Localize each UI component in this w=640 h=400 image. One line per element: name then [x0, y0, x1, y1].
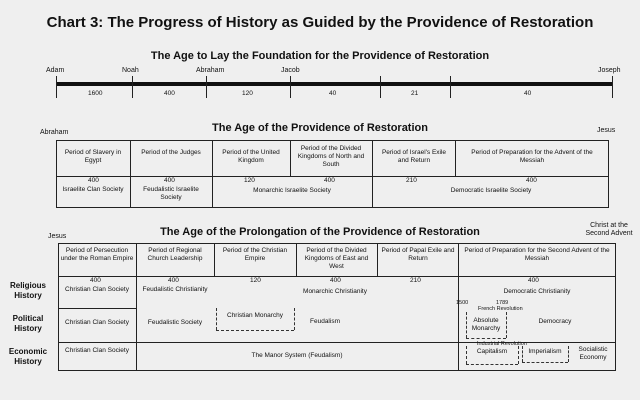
row-label-economic: Economic History: [8, 347, 48, 366]
religious-monarchic: Monarchic Christianity: [303, 288, 367, 295]
period-regional-church: Period of Regional Church Leadership: [147, 247, 203, 262]
religious-democratic: Democratic Christianity: [503, 288, 571, 295]
period-judges: Period of the Judges: [141, 149, 201, 156]
industrial-revolution-label: Industrial Revolution: [477, 341, 527, 347]
political-clan: Christian Clan Society: [65, 319, 129, 326]
section-3-title: The Age of the Prolongation of the Providence of Restoration: [160, 226, 480, 238]
economic-imperialism: Imperialism: [528, 348, 562, 355]
political-feudalistic: Feudalistic Society: [147, 319, 203, 326]
economic-capitalism: Capitalism: [476, 348, 508, 355]
society-democratic: Democratic Israelite Society: [450, 187, 532, 194]
dashed-box: [466, 364, 518, 365]
political-christian-monarchy: Christian Monarchy: [227, 312, 283, 319]
point-abraham-2: Abraham: [40, 129, 69, 136]
dashed-box: [466, 338, 506, 339]
divider: [130, 140, 131, 176]
timeline-bar: [56, 82, 612, 86]
period-slavery: Period of Slavery in Egypt: [64, 149, 122, 164]
tick: [612, 76, 613, 98]
point-joseph: Joseph: [598, 67, 621, 74]
dashed-box: [216, 308, 217, 330]
divider: [455, 140, 456, 176]
years: 400: [168, 277, 179, 284]
tick: [132, 76, 133, 98]
row-label-religious: Religious History: [9, 281, 46, 300]
years: 120: [244, 177, 255, 184]
span-400: 400: [164, 90, 175, 97]
section-1-title: The Age to Lay the Foundation for the Providence of Restoration: [150, 50, 490, 62]
point-jesus-2: Jesus: [48, 233, 67, 240]
dashed-box: [506, 312, 507, 338]
row-label-political: Political History: [12, 314, 44, 333]
years: 400: [324, 177, 335, 184]
span-40: 40: [329, 90, 337, 97]
political-democracy: Democracy: [538, 318, 572, 325]
period-christian-empire: Period of the Christian Empire: [222, 247, 288, 262]
dashed-box: [522, 362, 568, 363]
year-1500: 1500: [456, 300, 469, 306]
period-persecution: Period of Persecution under the Roman Empire: [60, 247, 134, 262]
years: 210: [406, 177, 417, 184]
divider: [136, 243, 137, 371]
society-clan: Israelite Clan Society: [62, 186, 124, 193]
point-jacob: Jacob: [281, 67, 300, 74]
years: 400: [90, 277, 101, 284]
tick: [206, 76, 207, 98]
years: 210: [410, 277, 421, 284]
divider: [458, 243, 459, 371]
dashed-box: [216, 330, 294, 331]
section-2-title: The Age of the Providence of Restoration: [212, 122, 428, 134]
period-papal-exile: Period of Papal Exile and Return: [381, 247, 455, 262]
divider: [130, 176, 131, 208]
point-noah: Noah: [122, 67, 139, 74]
period-second-advent-prep: Period of Preparation for the Second Advent of the Messiah: [464, 247, 610, 262]
divider: [377, 243, 378, 276]
period-united-kingdom: Period of the United Kingdom: [222, 149, 280, 164]
divider: [58, 342, 616, 343]
year-1789: 1789: [496, 300, 509, 306]
point-abraham: Abraham: [196, 67, 225, 74]
years: 400: [164, 177, 175, 184]
period-exile: Period of Israel's Exile and Return: [381, 149, 447, 164]
dashed-box: [518, 346, 519, 364]
society-feudalistic: Feudalistic Israelite Society: [143, 186, 199, 201]
point-second-advent: Christ at the Second Advent: [585, 222, 633, 237]
span-120: 120: [242, 90, 253, 97]
political-feudalism: Feudalism: [310, 318, 340, 325]
point-adam: Adam: [46, 67, 65, 74]
dashed-box: [466, 346, 467, 364]
tick: [380, 76, 381, 98]
years: 400: [528, 277, 539, 284]
divider: [58, 308, 136, 309]
divider: [214, 243, 215, 276]
religious-clan: Christian Clan Society: [65, 286, 129, 293]
years: 400: [88, 177, 99, 184]
point-jesus: Jesus: [597, 127, 616, 134]
economic-manor-system: The Manor System (Feudalism): [251, 352, 343, 359]
years: 400: [330, 277, 341, 284]
divider: [212, 140, 213, 208]
span-1600: 1600: [88, 90, 103, 97]
divider: [372, 140, 373, 208]
years: 400: [526, 177, 537, 184]
french-revolution-label: French Revolution: [478, 306, 523, 312]
years: 120: [250, 277, 261, 284]
tick: [450, 76, 451, 98]
society-monarchic: Monarchic Israelite Society: [253, 187, 331, 194]
period-east-west: Period of the Divided Kingdoms of East and West: [304, 247, 369, 270]
dashed-box: [568, 346, 569, 362]
span-40: 40: [524, 90, 532, 97]
dashed-box: [294, 308, 295, 330]
divider: [296, 243, 297, 276]
economic-clan: Christian Clan Society: [65, 347, 129, 354]
religious-feudalistic: Feudalistic Christianity: [142, 286, 208, 293]
political-absolute-monarchy: Absolute Monarchy: [471, 317, 501, 332]
period-divided-kingdoms: Period of the Divided Kingdoms of North and South: [297, 145, 365, 168]
tick: [290, 76, 291, 98]
divider: [290, 140, 291, 176]
chart-title: Chart 3: The Progress of History as Guided by the Providence of Restoration: [46, 14, 594, 31]
tick: [56, 76, 57, 98]
span-21: 21: [411, 90, 419, 97]
period-preparation: Period of Preparation for the Advent of the Messiah: [471, 149, 593, 164]
economic-socialistic: Socialistic Economy: [578, 346, 608, 361]
